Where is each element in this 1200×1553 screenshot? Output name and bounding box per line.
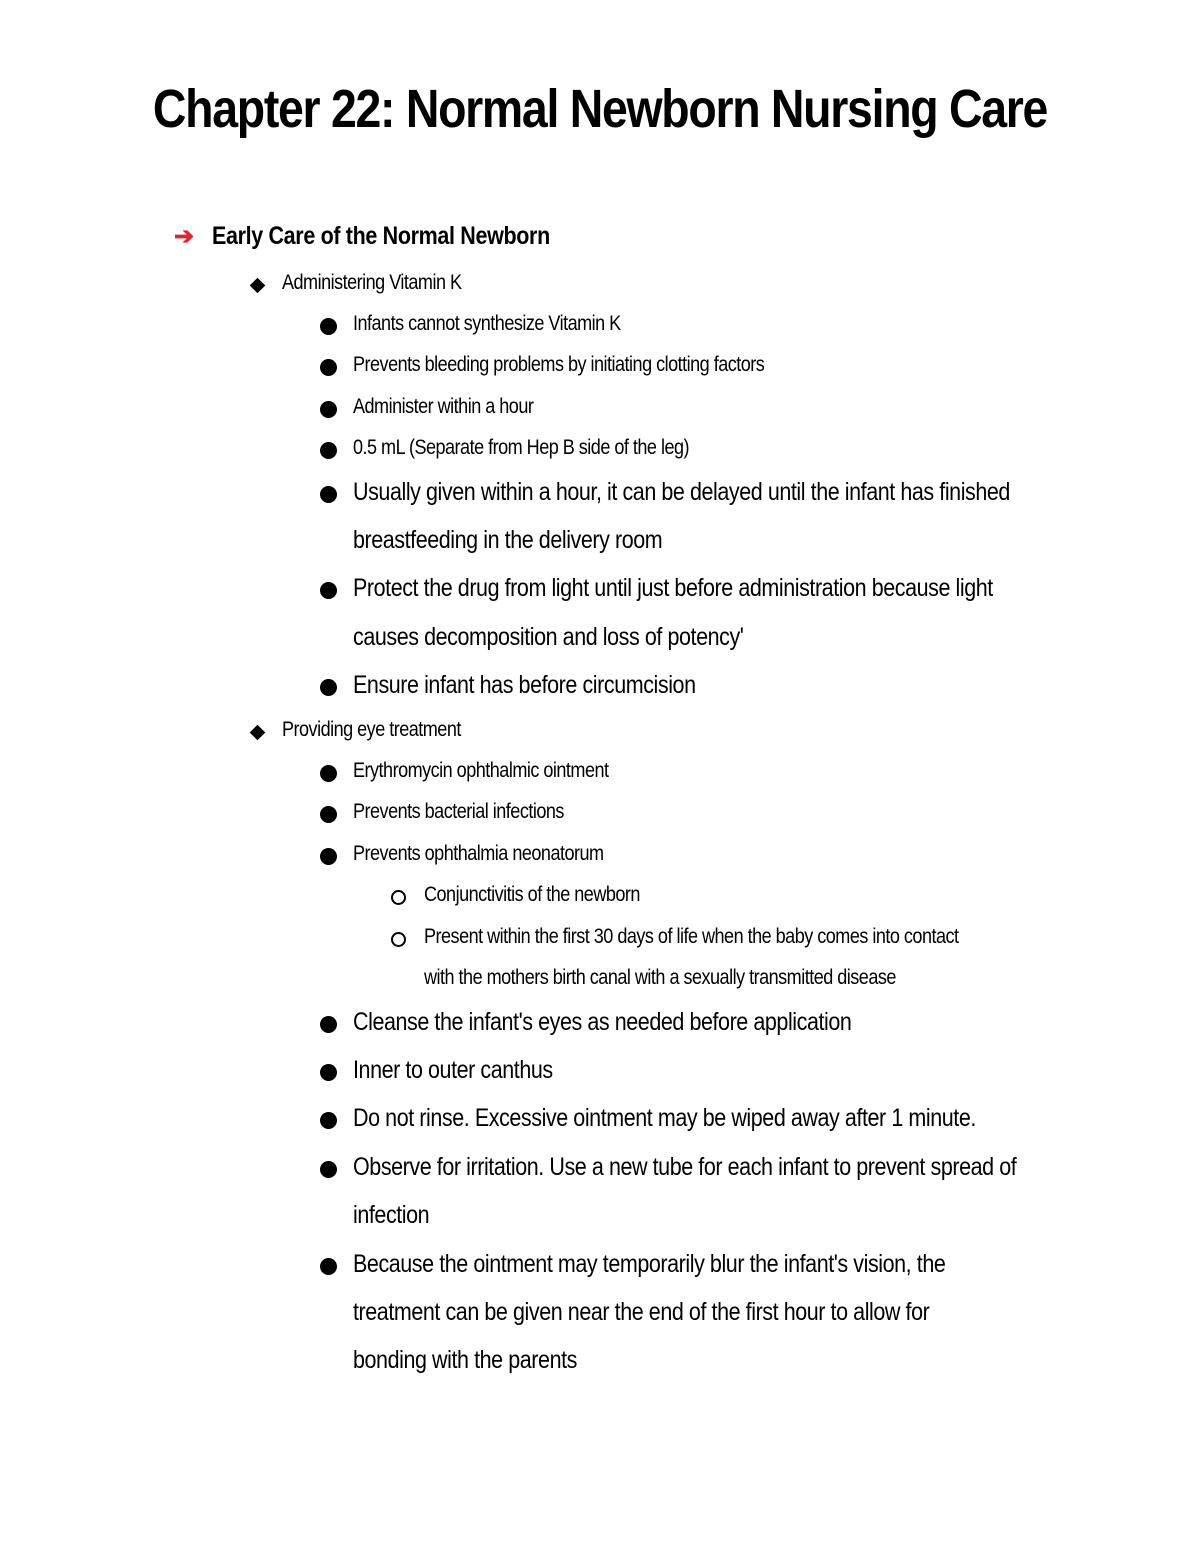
- list-item-label: Administering Vitamin K: [282, 271, 462, 294]
- list-item-continuation: infection: [353, 1201, 430, 1229]
- list-item-continuation: treatment can be given near the end of the first hour to allow for: [353, 1298, 930, 1326]
- sub-list-item-text: Conjunctivitis of the newborn: [424, 883, 640, 906]
- list-item-text: Protect the drug from light until just before administration because light: [353, 574, 993, 602]
- list-item-text: Because the ointment may temporarily blur the infant's vision, the: [353, 1250, 946, 1278]
- filled-circle-bullet-icon: [320, 359, 337, 376]
- list-item-continuation: breastfeeding in the delivery room: [353, 526, 663, 554]
- filled-circle-bullet-icon: [320, 486, 337, 503]
- sub-list-item-continuation: with the mothers birth canal with a sexually transmitted disease: [424, 966, 896, 989]
- filled-circle-bullet-icon: [320, 1064, 337, 1081]
- sub-list-item-text: Present within the first 30 days of life when the baby comes into contact: [424, 925, 959, 948]
- list-item-continuation: bonding with the parents: [353, 1346, 577, 1374]
- list-item-text: Observe for irritation. Use a new tube for each infant to prevent spread of: [353, 1153, 1017, 1181]
- list-item-text: Infants cannot synthesize Vitamin K: [353, 312, 621, 335]
- filled-circle-bullet-icon: [320, 582, 337, 599]
- list-item-text: Do not rinse. Excessive ointment may be wiped away after 1 minute.: [353, 1104, 976, 1132]
- diamond-bullet-icon: [250, 278, 266, 294]
- list-item-text: Inner to outer canthus: [353, 1056, 553, 1084]
- list-item-text: Administer within a hour: [353, 395, 534, 418]
- list-item-text: Ensure infant has before circumcision: [353, 671, 696, 699]
- list-item-label: Providing eye treatment: [282, 718, 461, 741]
- hollow-circle-bullet-icon: [391, 890, 406, 905]
- filled-circle-bullet-icon: [320, 1016, 337, 1033]
- list-item-text: 0.5 mL (Separate from Hep B side of the leg): [353, 436, 690, 459]
- hollow-circle-bullet-icon: [391, 932, 406, 947]
- arrow-right-icon: ➔: [174, 223, 195, 250]
- list-item-text: Prevents bleeding problems by initiating clotting factors: [353, 353, 765, 376]
- filled-circle-bullet-icon: [320, 1161, 337, 1178]
- filled-circle-bullet-icon: [320, 1112, 337, 1129]
- list-item-text: Prevents bacterial infections: [353, 800, 564, 823]
- filled-circle-bullet-icon: [320, 806, 337, 823]
- page-title: Chapter 22: Normal Newborn Nursing Care: [152, 79, 1048, 139]
- list-item-text: Prevents ophthalmia neonatorum: [353, 842, 604, 865]
- list-item-text: Erythromycin ophthalmic ointment: [353, 759, 609, 782]
- filled-circle-bullet-icon: [320, 848, 337, 865]
- list-item-text: Usually given within a hour, it can be delayed until the infant has finished: [353, 478, 1010, 506]
- filled-circle-bullet-icon: [320, 401, 337, 418]
- filled-circle-bullet-icon: [320, 318, 337, 335]
- list-item-text: Cleanse the infant's eyes as needed before application: [353, 1008, 852, 1036]
- filled-circle-bullet-icon: [320, 765, 337, 782]
- list-item-continuation: causes decomposition and loss of potency': [353, 623, 744, 651]
- filled-circle-bullet-icon: [320, 442, 337, 459]
- filled-circle-bullet-icon: [320, 679, 337, 696]
- section-heading-text: Early Care of the Normal Newborn: [212, 222, 550, 250]
- filled-circle-bullet-icon: [320, 1258, 337, 1275]
- diamond-bullet-icon: [250, 725, 266, 741]
